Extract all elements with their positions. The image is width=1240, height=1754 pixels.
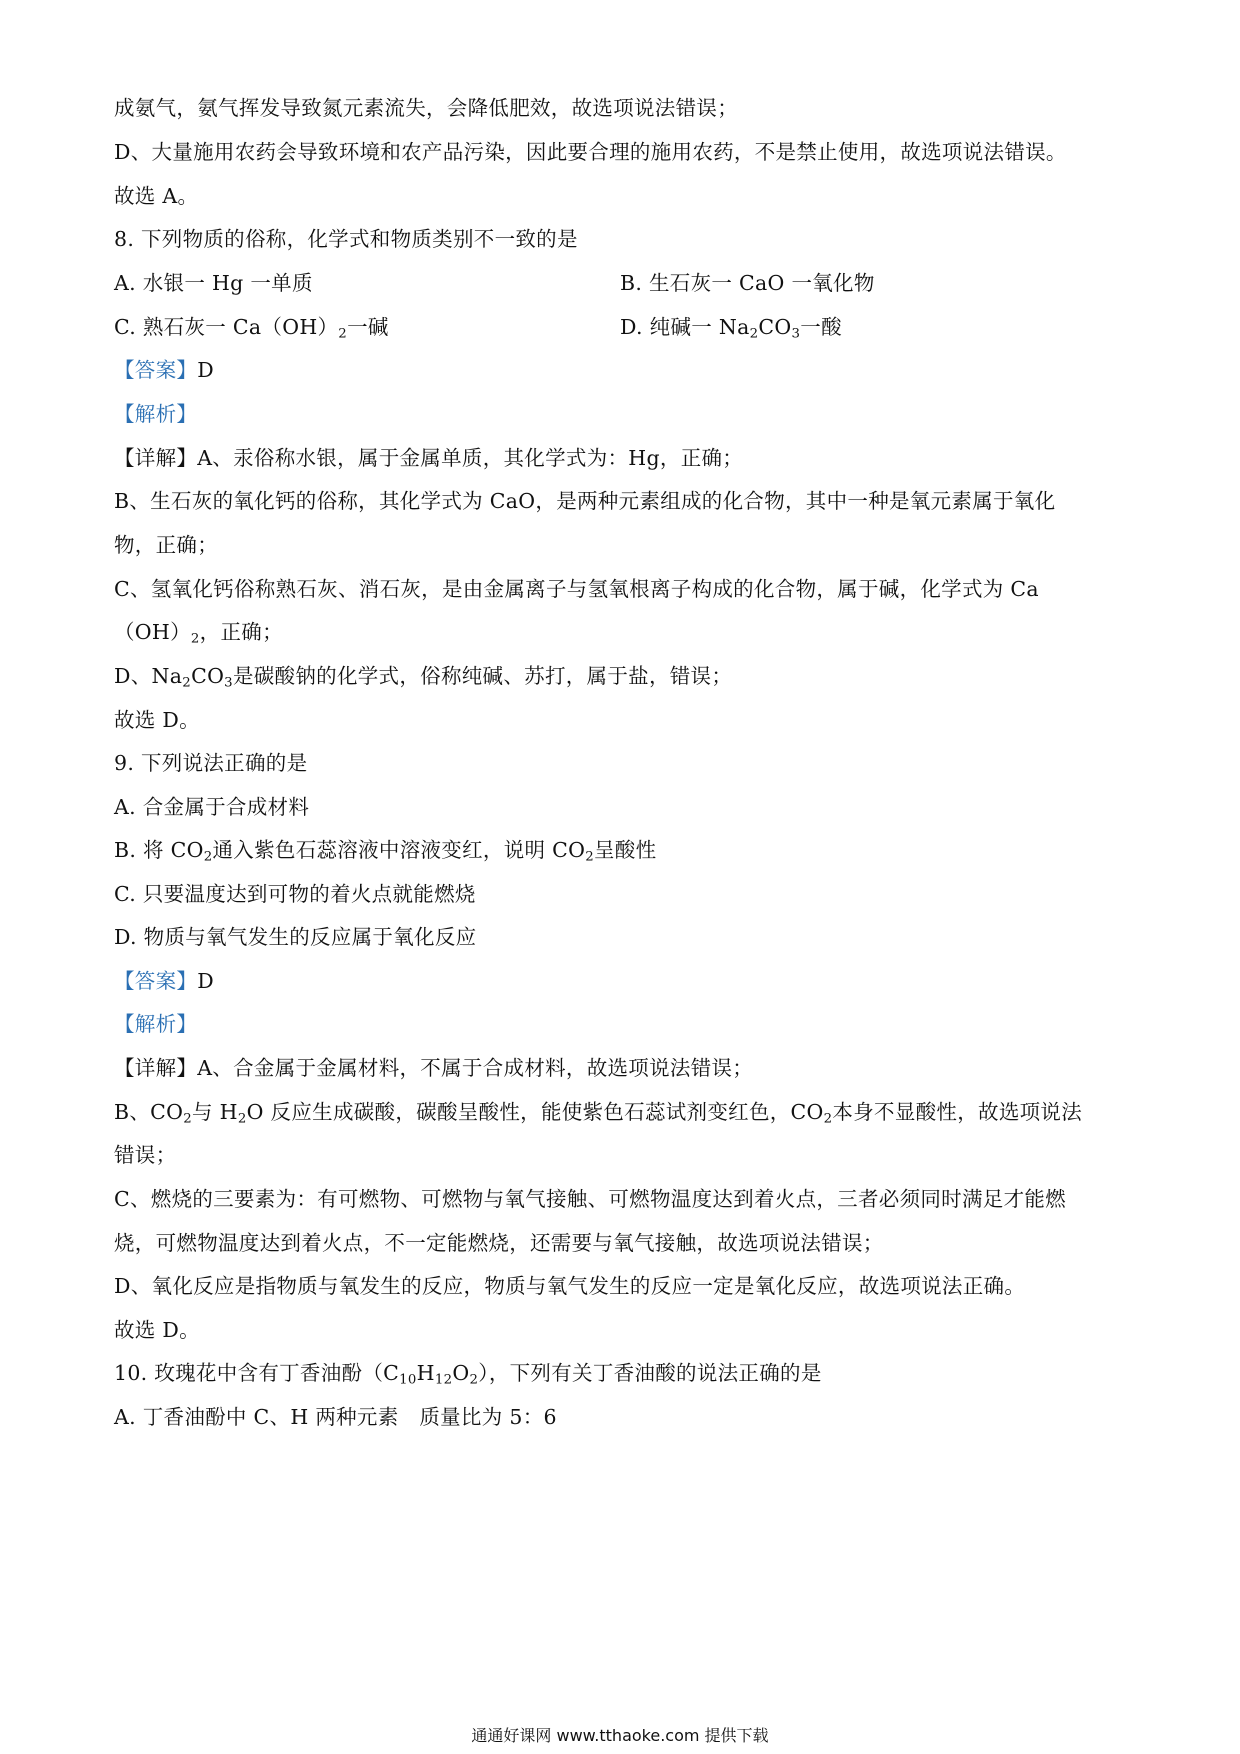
selection-8: 故选 D。	[114, 708, 200, 732]
detail-9c: C、燃烧的三要素为：有可燃物、可燃物与氧气接触、可燃物温度达到着火点，三者必须同时满足才能燃	[114, 1187, 1066, 1211]
answer-tag: 【答案】	[114, 358, 198, 382]
analysis-tag-8: 【解析】	[114, 402, 198, 426]
question-10: 10. 玫瑰花中含有丁香油酚$(C_{10}H_{12}O_2)$，下列有关丁香油酸的说法正确的是	[114, 1361, 822, 1388]
detail-8d: D、$Na_2CO_3$是碳酸钠的化学式，俗称纯碱、苏打，属于盐，错误；	[114, 664, 733, 691]
detail-8b: B、生石灰的氧化钙的俗称，其化学式为 CaO，是两种元素组成的化合物，其中一种是氧元素属于氧化	[114, 489, 1056, 513]
q9-option-a: A. 合金属于合成材料	[114, 795, 310, 819]
detail-8b-cont: 物，正确；	[114, 533, 218, 557]
analysis-tag-9: 【解析】	[114, 1012, 198, 1036]
q8-option-b: B. 生石灰一 CaO 一氧化物	[620, 271, 875, 295]
detail-9b: B、$CO_2$与 $H_2O$ 反应生成碳酸，碳酸呈酸性，能使紫色石蕊试剂变红色，$CO_2$本身不显酸性，故选项说法	[114, 1100, 1083, 1127]
answer-9: 【答案】D	[114, 969, 214, 993]
text-line: 成氨气，氨气挥发导致氮元素流失，会降低肥效，故选项说法错误；	[114, 96, 738, 120]
detail-8c: C、氢氧化钙俗称熟石灰、消石灰，是由金属离子与氢氧根离子构成的化合物，属于碱，化学式为 Ca	[114, 577, 1039, 601]
question-9: 9. 下列说法正确的是	[114, 751, 308, 775]
q9-option-d: D. 物质与氧气发生的反应属于氧化反应	[114, 925, 477, 949]
selection-9: 故选 D。	[114, 1318, 200, 1342]
page-footer: 通通好课网 www.tthaoke.com 提供下载	[471, 1726, 769, 1745]
q8-option-a: A. 水银一 Hg 一单质	[114, 271, 313, 295]
detail-tag: 【详解】	[114, 1056, 198, 1080]
q8-option-c: C. 熟石灰一 $Ca(OH)_2$一碱	[114, 315, 389, 342]
answer-tag: 【答案】	[114, 969, 198, 993]
detail-9a: 【详解】A、合金属于金属材料，不属于合成材料，故选项说法错误；	[114, 1056, 754, 1080]
q8-option-d: D. 纯碱一 $Na_2CO_3$一酸	[620, 315, 842, 342]
question-8: 8. 下列物质的俗称，化学式和物质类别不一致的是	[114, 227, 578, 251]
detail-9b-cont: 错误；	[114, 1143, 177, 1167]
text-line: D、大量施用农药会导致环境和农产品污染，因此要合理的施用农药，不是禁止使用，故选项说法错误。	[114, 140, 1067, 164]
detail-9d: D、氧化反应是指物质与氧发生的反应，物质与氧气发生的反应一定是氧化反应，故选项说法正确。	[114, 1274, 1026, 1298]
q9-option-c: C. 只要温度达到可物的着火点就能燃烧	[114, 882, 476, 906]
detail-9c-cont: 烧，可燃物温度达到着火点，不一定能燃烧，还需要与氧气接触，故选项说法错误；	[114, 1231, 884, 1255]
detail-tag: 【详解】	[114, 446, 198, 470]
text-line: 故选 A。	[114, 184, 199, 208]
q9-option-b: B. 将 $CO_2$通入紫色石蕊溶液中溶液变红，说明 $CO_2$呈酸性	[114, 838, 657, 865]
detail-8c-cont: $(OH)_2$，正确；	[114, 620, 283, 647]
detail-8a: 【详解】A、汞俗称水银，属于金属单质，其化学式为：Hg，正确；	[114, 446, 744, 470]
answer-8: 【答案】D	[114, 358, 214, 382]
q10-option-a: A. 丁香油酚中 C、H 两种元素 质量比为 5：6	[114, 1405, 557, 1429]
